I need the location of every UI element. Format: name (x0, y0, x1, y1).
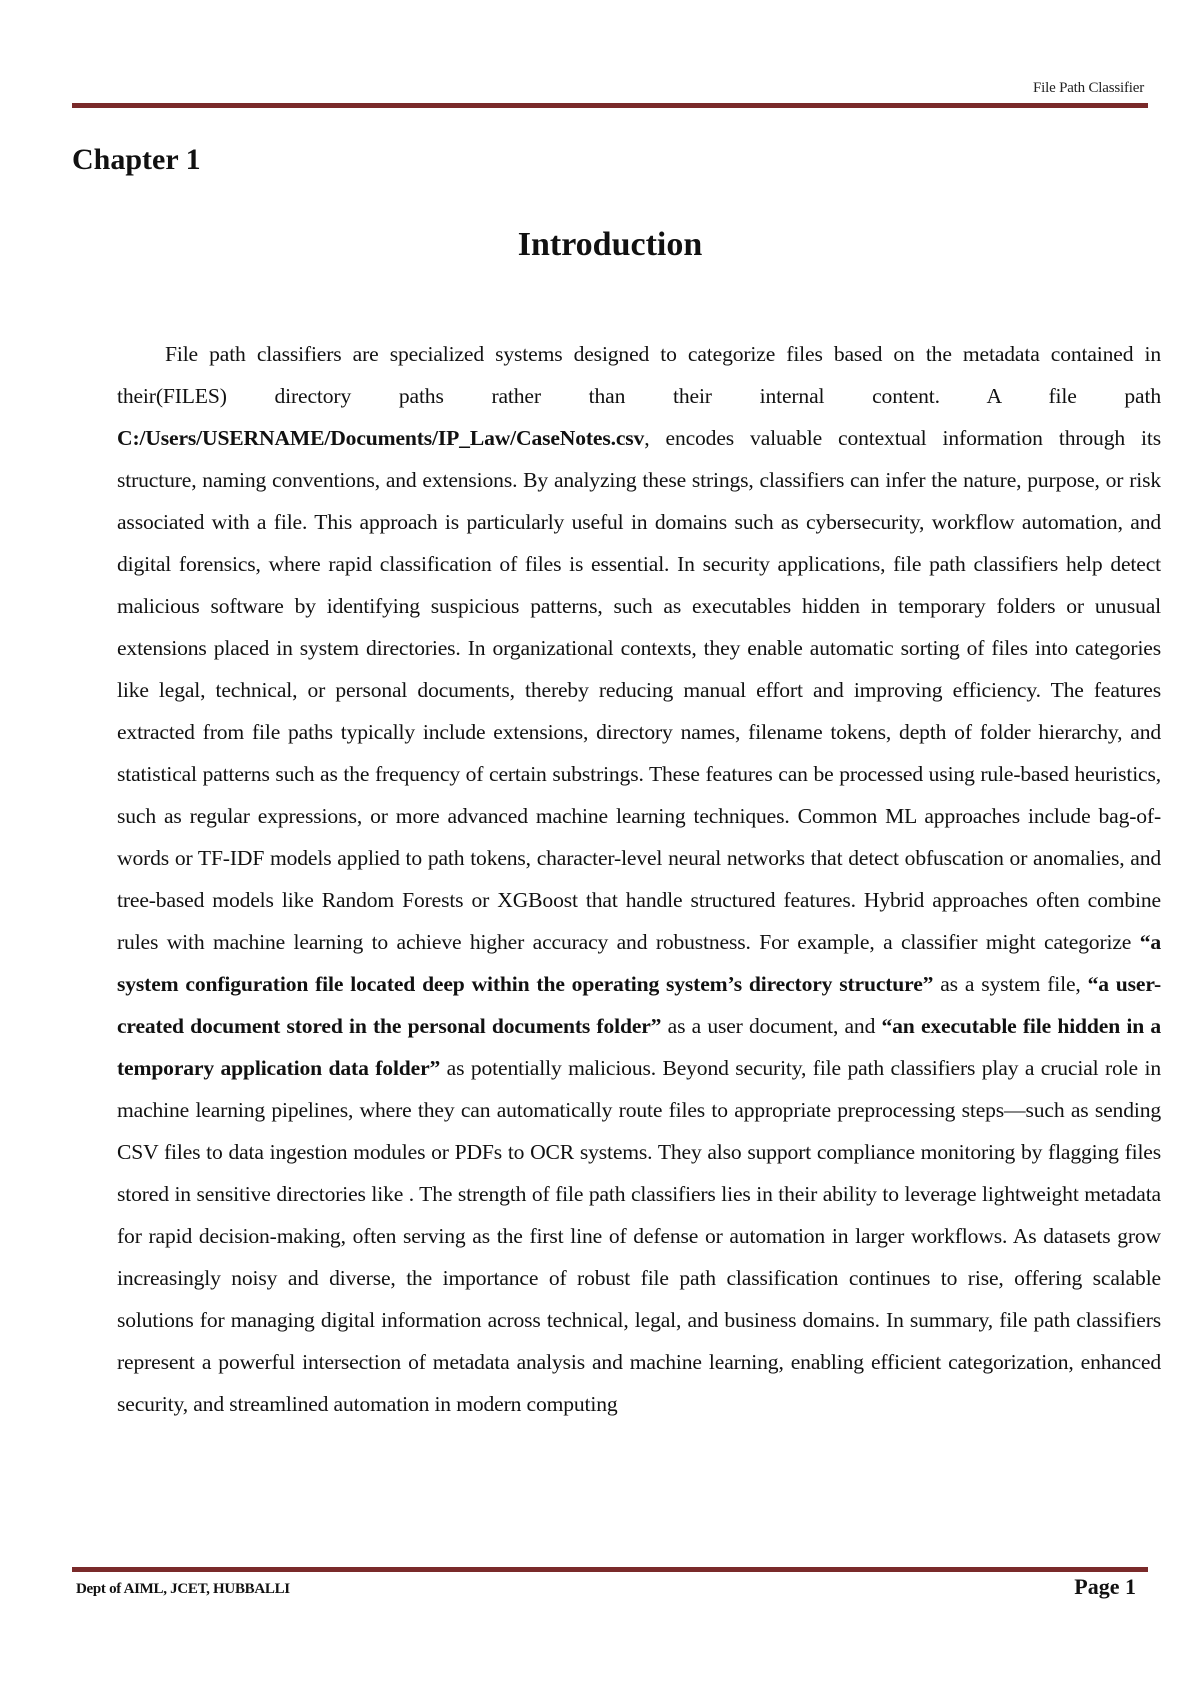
example-quote-malicious-file: “an executable file hidden in a temporary application data folder” (117, 1014, 1161, 1080)
body-text-segment: as a user document, and (661, 1014, 882, 1038)
introduction-paragraph (117, 333, 1161, 1545)
body-text-segment: as potentially malicious. Beyond security, file path classifiers play a crucial role in machine learning pipelines, where they can automatically route files to appropriate preprocessing steps—such as sending CSV files to data ingestion modules or PDFs to OCR systems. They also support compliance monitoring by flagging files stored in sensitive directories like . The strength of file path classifiers lies in their ability to leverage lightweight metadata for rapid decision-making, often serving as the first line of defense or automation in larger workflows. As datasets grow increasingly noisy and diverse, the importance of robust file path classification continues to rise, offering scalable solutions for managing digital information across technical, legal, and business domains. In summary, file path classifiers represent a powerful intersection of metadata analysis and machine learning, enabling efficient categorization, enhanced security, and streamlined automation in modern computing (117, 1056, 1161, 1416)
footer-rule (72, 1567, 1148, 1572)
chapter-label: Chapter 1 (72, 143, 201, 176)
header-rule (72, 103, 1148, 108)
body-text-segment: File path classifiers are specialized systems designed to categorize files based on the metadata contained in their(FILES) directory paths rather than their internal content. A file path (117, 342, 1161, 408)
example-quote-system-file: “a system configuration file located deep within the operating system’s directory structure” (117, 930, 1161, 996)
footer-department: Dept of AIML, JCET, HUBBALLI (76, 1581, 290, 1597)
page-number: Page 1 (1074, 1574, 1136, 1599)
file-path-example: C:/Users/USERNAME/Documents/IP_Law/CaseNotes.csv (117, 426, 645, 450)
body-text-segment: as a system file, (933, 972, 1088, 996)
chapter-title: Introduction (517, 226, 703, 263)
body-text-segment: , encodes valuable contextual information through its structure, naming conventions, and extensions. By analyzing these strings, classifiers can infer the nature, purpose, or risk associated with a file. This approach is particularly useful in domains such as cybersecurity, workflow automation, and digital forensics, where rapid classification of files is essential. In security applications, file path classifiers help detect malicious software by identifying suspicious patterns, such as executables hidden in temporary folders or unusual extensions placed in system directories. In organizational contexts, they enable automatic sorting of files into categories like legal, technical, or personal documents, thereby reducing manual effort and improving efficiency. The features extracted from file paths typically include extensions, directory names, filename tokens, depth of folder hierarchy, and statistical patterns such as the frequency of certain substrings. These features can be processed using rule-based heuristics, such as regular expressions, or more advanced machine learning techniques. Common ML approaches include bag-of-words or TF-IDF models applied to path tokens, character-level neural networks that detect obfuscation or anomalies, and tree-based models like Random Forests or XGBoost that handle structured features. Hybrid approaches often combine rules with machine learning to achieve higher accuracy and robustness. For example, a classifier might categorize (117, 426, 1161, 954)
example-quote-user-document: “a user-created document stored in the personal documents folder” (117, 972, 1161, 1038)
running-header-title: File Path Classifier (1033, 80, 1144, 96)
